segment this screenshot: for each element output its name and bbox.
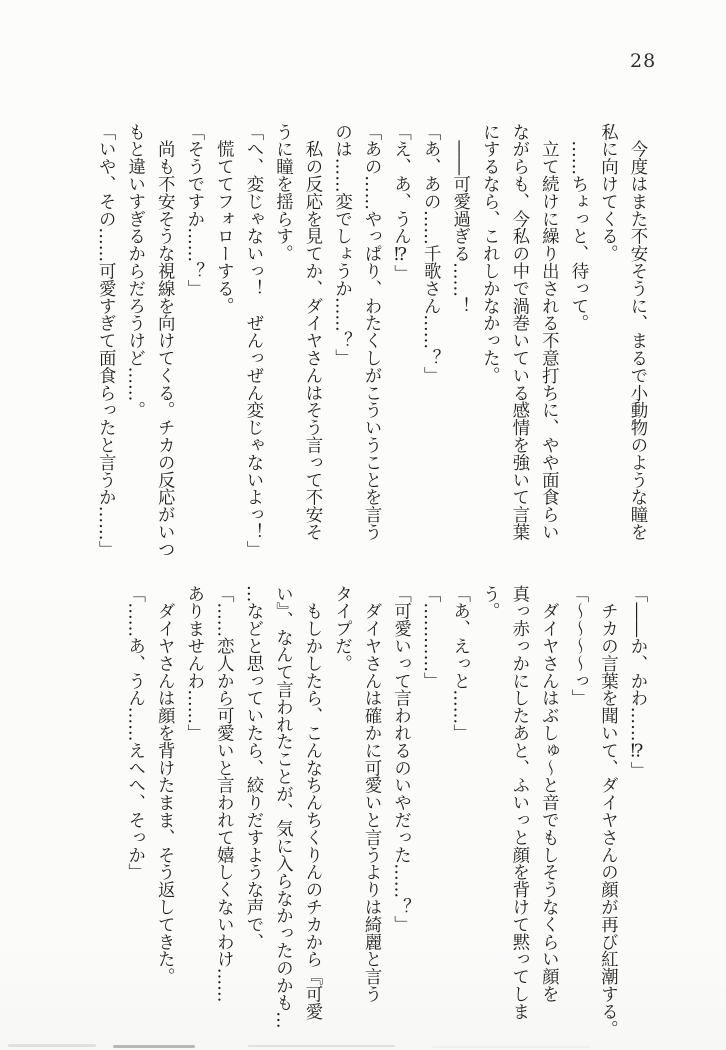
text-line: 私の反応を見てか、ダイヤさんはそう言って不安そ — [301, 123, 322, 541]
text-line: 私に向けてくる。 — [597, 123, 618, 263]
text-line: もと違いすぎるからだろうけど……。 — [124, 123, 145, 419]
text-line: 「〜〜〜〜っ」 — [567, 585, 588, 707]
text-line: うに瞳を揺らす。 — [272, 123, 293, 263]
text-line: のは……変でしょうか……？」 — [331, 123, 352, 367]
scan-artifact — [113, 1045, 195, 1048]
text-line: ……ちょっと、待って。 — [567, 123, 588, 332]
text-line: 「へ、変じゃないっ！ ぜんっぜん変じゃないよっ！」 — [242, 123, 263, 558]
text-line: タイプだ。 — [331, 585, 352, 672]
text-line: ダイヤさんは顔を背けたまま、そう返してきた。 — [154, 585, 175, 986]
text-line: 「え、あ、うん⁉」 — [390, 123, 411, 283]
text-line: 立て続けに繰り出される不意打ちに、やや面食らい — [538, 123, 559, 541]
text-line: 「可愛いって言われるのいやだった……？」 — [390, 585, 411, 933]
text-line: 慌ててフォローする。 — [213, 123, 234, 315]
text-line: 「――か、かわ……⁉」 — [627, 585, 647, 779]
text-line: 「……あ、うん……えへへ、そっか」 — [124, 585, 145, 881]
text-line: 「…………」 — [420, 585, 441, 690]
text-line: ダイヤさんはぶしゅ〜と音でもしそうなくらい顔を — [538, 585, 559, 1003]
text-line: 真っ赤っかにしたあと、ふいっと顔を背けて黙ってしま — [508, 585, 529, 1020]
text-line: チカの言葉を聞いて、ダイヤさんの顔が再び紅潮する。 — [597, 585, 618, 1038]
text-line: にするなら、これしかなかった。 — [479, 123, 500, 384]
text-line: ダイヤさんは確かに可愛いと言うよりは綺麗と言う — [361, 585, 382, 1003]
text-line: …などと思っていたら、絞りだすような声で、 — [242, 585, 263, 951]
text-line: ありませんわ……」 — [183, 585, 204, 742]
scan-artifact — [8, 1044, 96, 1047]
text-line: もしかしたら、こんなちんちくりんのチカから『可愛 — [301, 585, 322, 1020]
text-line: ――可愛過ぎる……！ — [449, 123, 470, 315]
text-line: 尚も不安そうな視線を向けてくる。チカの反応がいつ — [154, 123, 175, 558]
page-number: 28 — [630, 50, 657, 72]
text-line: 「あの……やっぱり、わたくしがこういうことを言う — [361, 123, 382, 541]
text-line: 「いや、その……可愛すぎて面食らったと言うか……」 — [95, 123, 116, 558]
scan-artifact — [248, 1045, 395, 1047]
scan-artifact — [432, 1046, 590, 1048]
text-line: 「……恋人から可愛いと言われて嬉しくないわけ…… — [213, 585, 234, 1003]
text-block-top — [90, 123, 651, 558]
text-line: 「あ、えっと……」 — [449, 585, 470, 742]
text-line: 「そうですか……？」 — [183, 123, 204, 297]
text-line: 今度はまた不安そうに、まるで小動物のような瞳を — [627, 123, 647, 541]
text-line: い』、なんて言われたことが、気に入らなかったのかも… — [272, 585, 293, 1029]
text-block-bottom — [119, 585, 651, 1038]
text-line: う。 — [479, 585, 500, 620]
text-line: ながらも、今私の中で渦巻いている感情を強いて言葉 — [508, 123, 529, 541]
text-line: 「あ、あの……千歌さん……？」 — [420, 123, 441, 384]
